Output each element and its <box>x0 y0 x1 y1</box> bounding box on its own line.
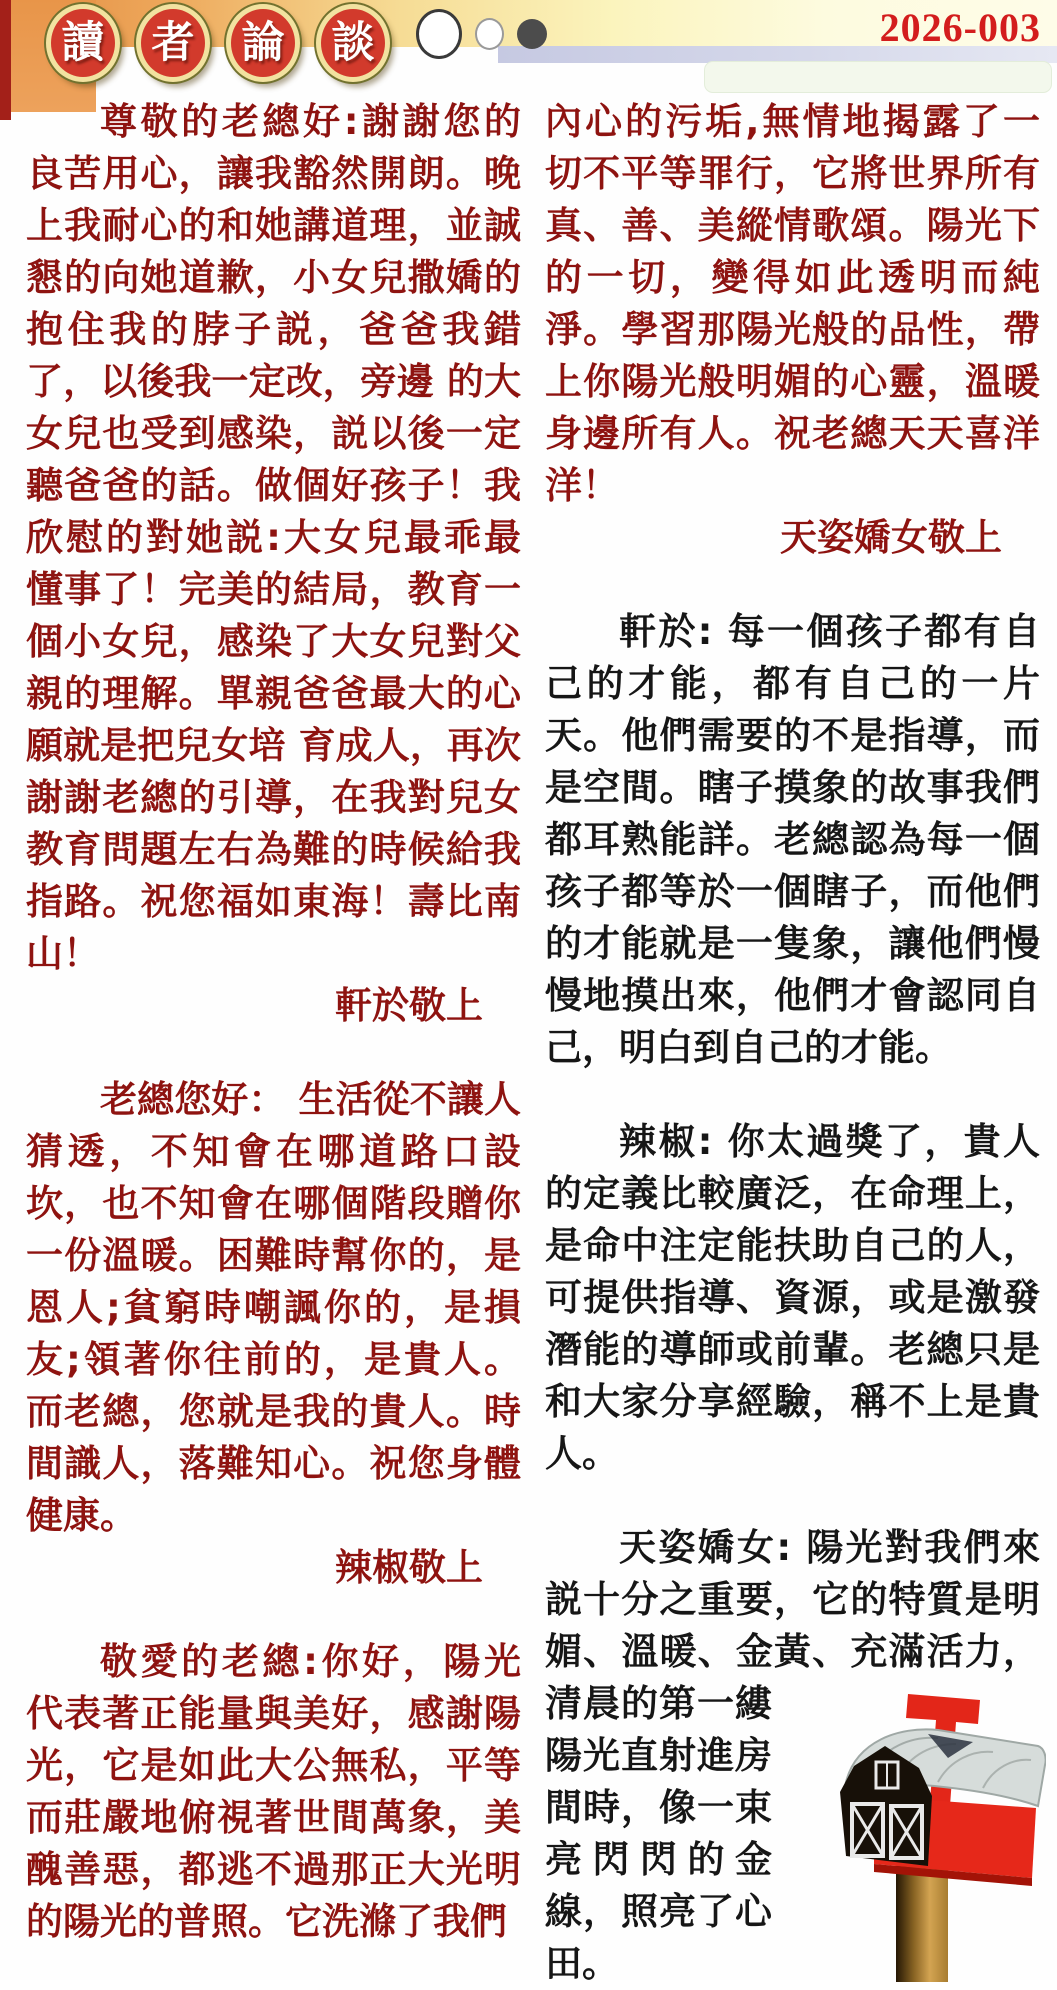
circle-outline-small-icon <box>475 18 504 50</box>
mailbox-image <box>788 1684 1046 1982</box>
title-badges <box>46 4 390 82</box>
letter-paragraph: 老總您好： 生活從不讓人猜透，不知會在哪道路口設坎，也不知會在哪個階段贈你一份溫暖。困難時幫你的，是恩人;貧窮時嘲諷你的，是損友;領著你往前的，是貴人。而老總，您就是我的貴人。時間識人，落難知心。祝您身體健康。 <box>26 1078 521 1537</box>
reply-paragraph: 軒於: 每一個孩子都有自己的才能，都有自己的一片天。他們需要的不是指導，而是空間。瞎子摸象的故事我們都耳熟能詳。老總認為每一個孩子都等於一個瞎子，而他們的才能就是一隻象，讓他們慢慢地摸出來，他們才會認同自己，明白到自己的才能。 <box>545 610 1040 1069</box>
title-badge-4 <box>316 4 390 82</box>
issue-number: 2026-003 <box>879 5 1041 50</box>
letter-paragraph: 尊敬的老總好:謝謝您的良苦用心，讓我豁然開朗。晚上我耐心的和她講道理，並誠懇的向她道歉，小女兒撒嬌的抱住我的脖子説，爸爸我錯了，以後我一定改，旁邊 的大女兒也受到感染，説以後一定聽爸爸的話。做個好孩子！我欣慰的對她説:大女兒最乖最懂事了！完美的結局，教育一個小女兒，感染了大女兒對父親的理解。單親爸爸最大的心願就是把兒女培 育成人，再次謝謝老總的引導，在我對兒女教育問題左右為難的時候給我指路。祝您福如東海！壽比南山！ <box>26 100 521 975</box>
title-char: 談 <box>331 17 375 68</box>
letter-signature: 軒於敬上 <box>335 984 483 1027</box>
header-mint-box <box>704 61 1052 93</box>
letter-signature: 辣椒敬上 <box>335 1546 483 1589</box>
letter-continuation-paragraph: 內心的污垢,無情地揭露了一切不平等罪行，它將世界所有真、善、美縱情歌頌。陽光下的一切，變得如此透明而純淨。學習那陽光般的品性，帶上你陽光般明媚的心靈，溫暖身邊所有人。祝老總天天喜洋洋！ <box>545 100 1040 507</box>
mailbox-illustration <box>788 1684 1046 1982</box>
title-badge-3 <box>226 4 300 82</box>
page-header <box>0 0 1057 94</box>
circle-outline-large-icon <box>416 9 462 59</box>
reply-paragraph: 辣椒: 你太過獎了，貴人的定義比較廣泛，在命理上，是命中注定能扶助自己的人，可提供指導、資源，或是激發潛能的導師或前輩。老總只是和大家分享經驗，稱不上是貴人。 <box>545 1120 1040 1475</box>
decorative-dots <box>416 8 547 60</box>
reply-text-before-image: 天姿嬌女: 陽光對我們來説十分之重要，它的特質是明媚、溫暖、金黃、充滿活力，清 <box>545 1526 1040 1725</box>
text-columns <box>26 96 1040 1990</box>
reply-text-after-image: 晨的第一縷陽光直射進房間時，像一束亮閃閃的金線，照亮了心田。 <box>545 1682 772 1985</box>
title-badge-2 <box>136 4 210 82</box>
reply-paragraph-with-image <box>545 1522 1040 1990</box>
letter-paragraph: 敬愛的老總:你好，陽光代表著正能量與美好，感謝陽光，它是如此大公無私，平等而莊嚴地俯視著世間萬象，美醜善惡，都逃不過那正大光明的陽光的普照。它洗滌了我們 <box>26 1640 521 1943</box>
title-char: 讀 <box>61 17 105 68</box>
title-char: 論 <box>241 17 285 68</box>
title-char: 者 <box>151 17 195 68</box>
left-column <box>26 96 521 1990</box>
left-red-strip <box>0 0 11 120</box>
circle-filled-icon <box>517 19 547 49</box>
right-column <box>545 96 1040 1990</box>
title-badge-1 <box>46 4 120 82</box>
letter-signature: 天姿嬌女敬上 <box>780 516 1002 559</box>
